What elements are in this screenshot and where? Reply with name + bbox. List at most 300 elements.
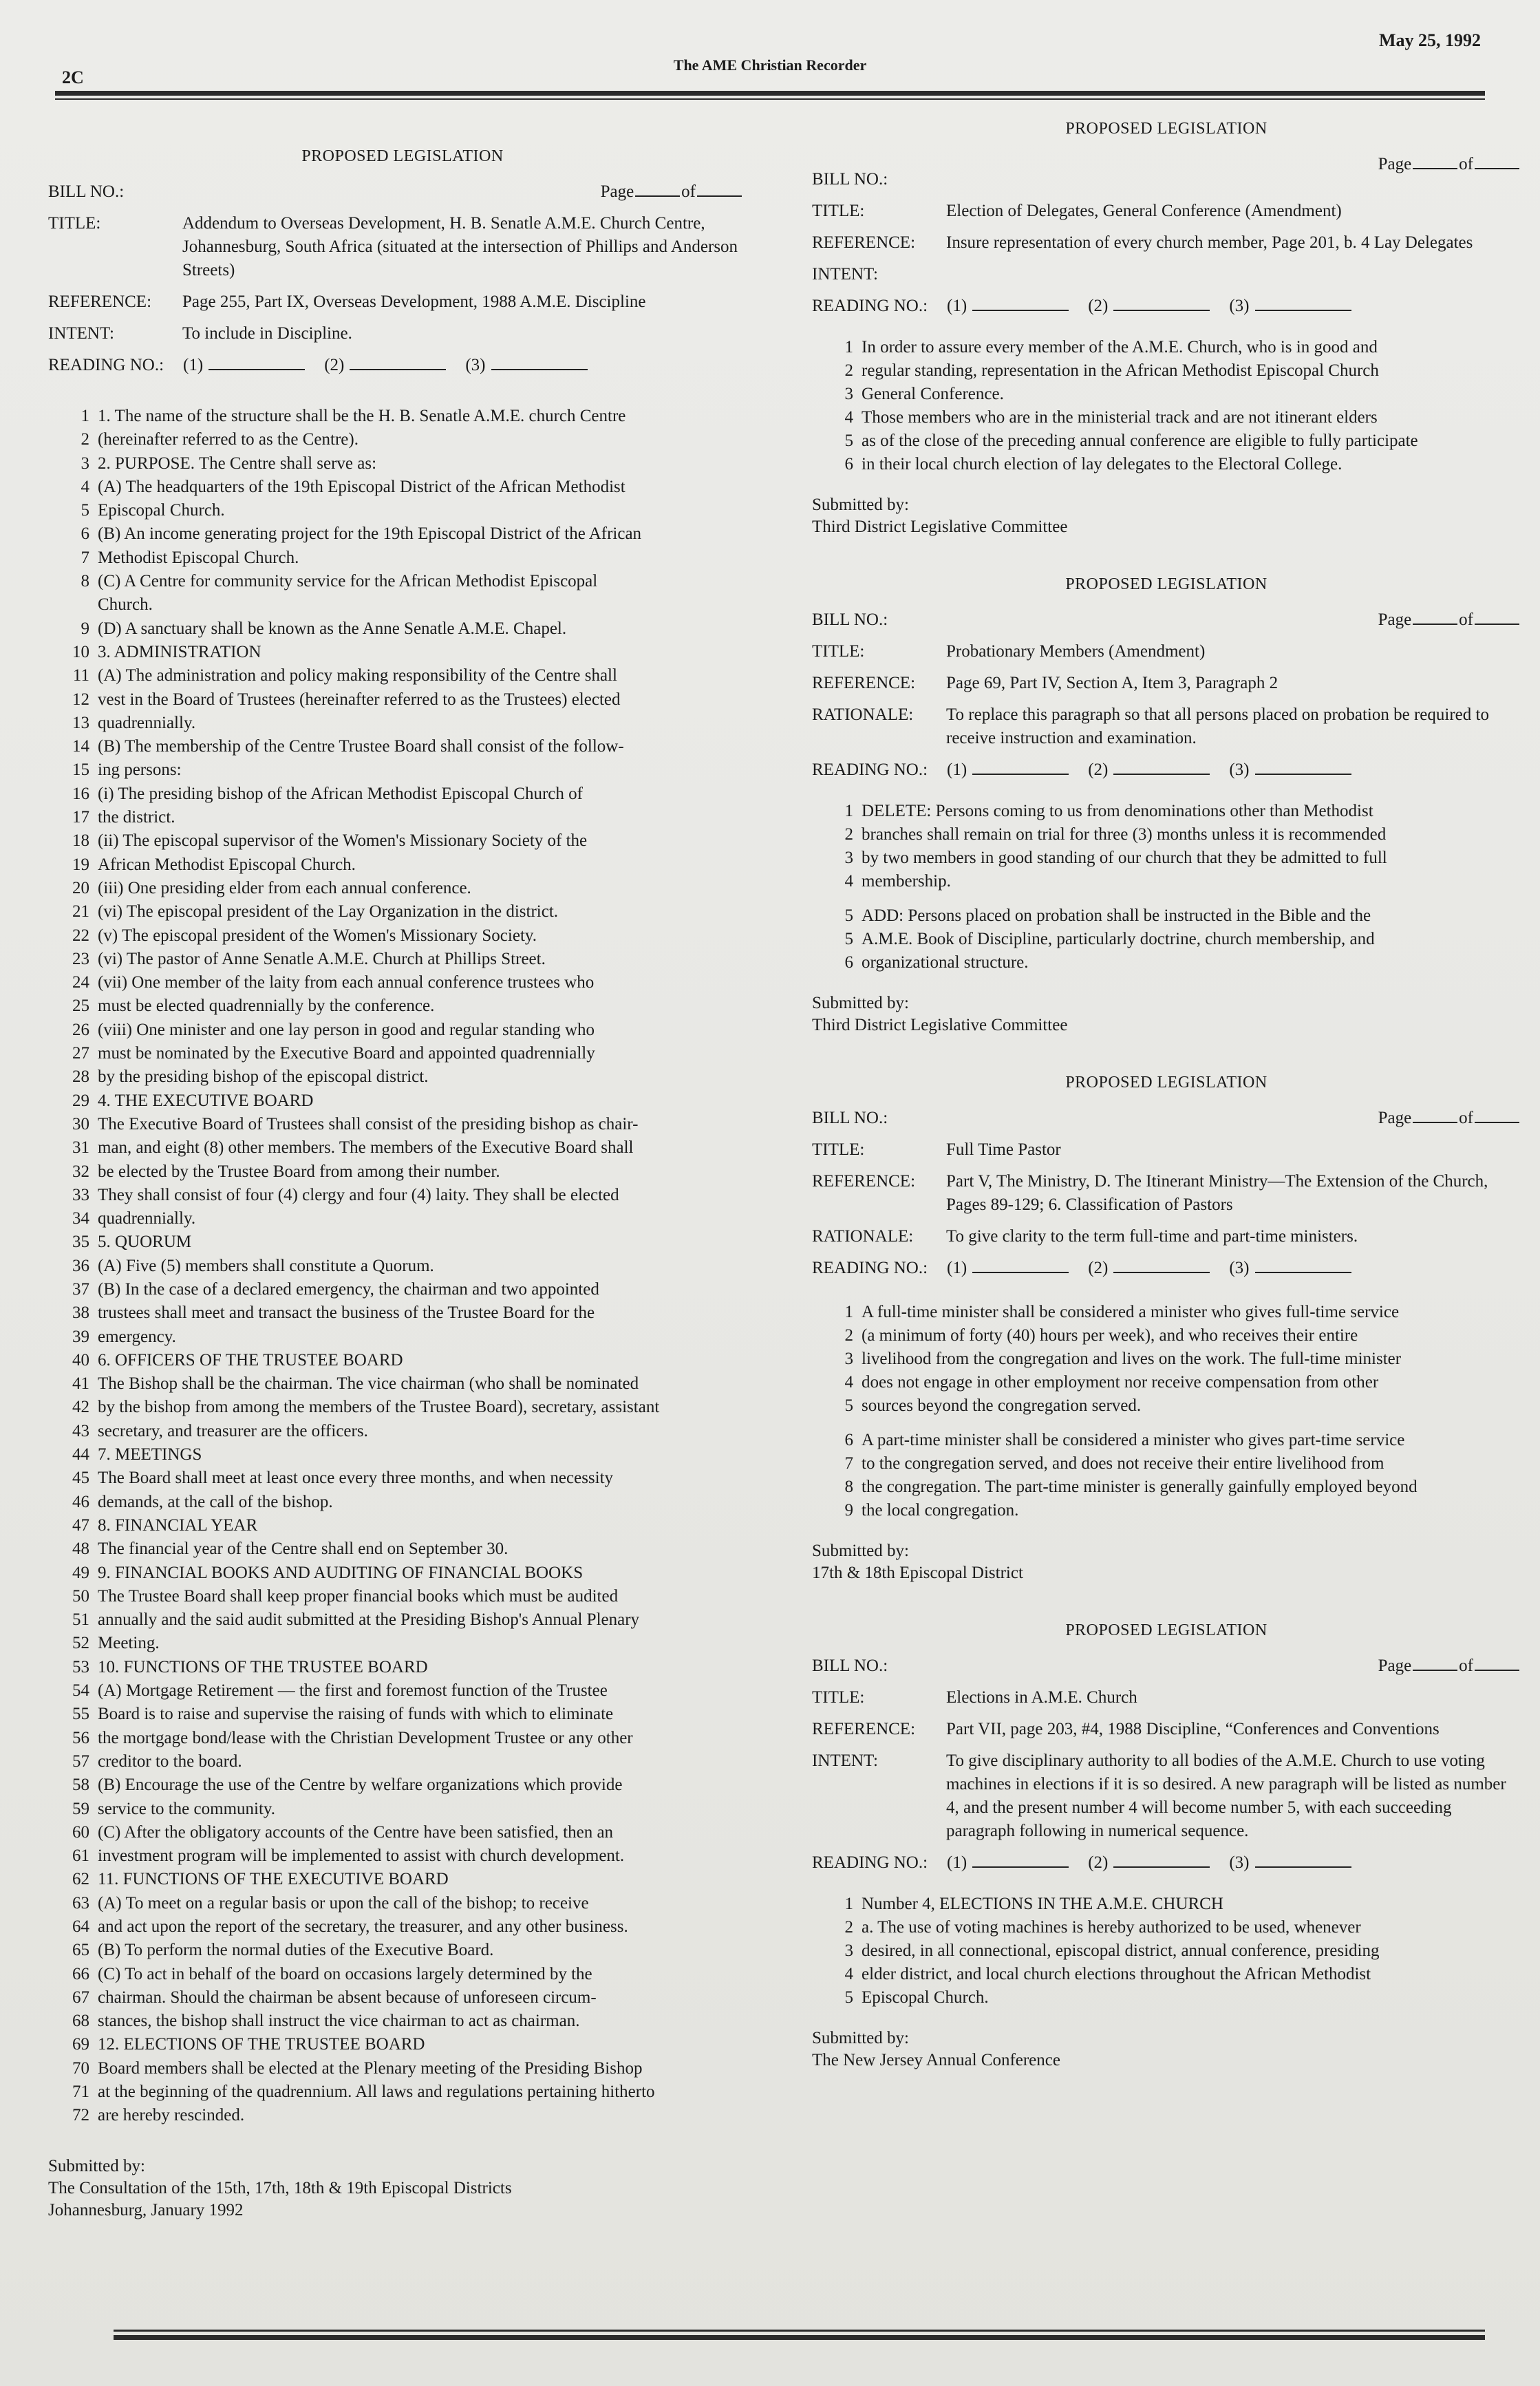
intent-value	[946, 263, 1521, 286]
line-text: A part-time minister shall be considered a minister who gives part-time service	[862, 1431, 1405, 1449]
submitter-1: The New Jersey Annual Conference	[812, 2051, 1060, 2069]
text-line	[48, 1562, 757, 1585]
reading-label: READING NO.:	[812, 1259, 928, 1277]
line-text: the district.	[98, 808, 175, 827]
line-number: 4	[844, 408, 853, 427]
masthead	[55, 28, 1485, 110]
line-number: 9	[81, 619, 89, 638]
line-text: (a minimum of forty (40) hours per week), and who receives their entire	[862, 1326, 1358, 1345]
text-line	[812, 1916, 1521, 1939]
line-text: by the presiding bishop of the episcopal district.	[98, 1067, 429, 1087]
line-text: as of the close of the preceding annual conference are eligible to fully participate	[862, 432, 1418, 450]
reading-row	[812, 1851, 1521, 1875]
text-line	[48, 712, 757, 735]
line-text: Board is to raise and supervise the raising of funds with which to eliminate	[98, 1705, 614, 1724]
line-text: and act upon the report of the secretary, the treasurer, and any other business.	[98, 1917, 628, 1936]
title-label: TITLE:	[48, 214, 101, 233]
line-text: 4. THE EXECUTIVE BOARD	[98, 1091, 314, 1110]
line-number: 12	[72, 690, 89, 709]
text-line	[812, 406, 1521, 429]
reference-field	[812, 672, 1521, 695]
text-line	[48, 1821, 757, 1844]
text-line	[48, 1443, 757, 1467]
line-text: Episcopal Church.	[862, 1988, 989, 2007]
line-text: (vi) The episcopal president of the Lay Organization in the district.	[98, 902, 559, 922]
line-text: Those members who are in the ministerial track and are not itinerant elders	[862, 408, 1378, 427]
text-line	[48, 1042, 757, 1065]
line-number: 3	[81, 454, 89, 473]
bill-election-of-delegates	[812, 117, 1521, 538]
text-line	[812, 1371, 1521, 1394]
reading-1: (1)	[183, 354, 305, 377]
line-number: 27	[72, 1044, 89, 1063]
line-number: 4	[844, 1965, 853, 1983]
line-number: 69	[72, 2035, 89, 2054]
line-text: African Methodist Episcopal Church.	[98, 855, 356, 874]
line-text: 10. FUNCTIONS OF THE TRUSTEE BOARD	[98, 1657, 428, 1676]
line-number: 21	[72, 902, 89, 922]
text-line	[48, 2080, 757, 2104]
text-line	[48, 1278, 757, 1301]
text-line	[48, 1325, 757, 1349]
line-text: annually and the said audit submitted at the Presiding Bishop's Annual Plenary	[98, 1610, 640, 1630]
line-text: 7. MEETINGS	[98, 1445, 202, 1464]
text-line	[48, 452, 757, 476]
line-number: 46	[72, 1492, 89, 1511]
numbered-lines	[812, 1301, 1521, 1522]
text-line	[48, 948, 757, 971]
line-text: (hereinafter referred to as the Centre).	[98, 430, 359, 449]
text-line	[812, 1301, 1521, 1324]
text-line	[812, 823, 1521, 846]
line-number: 5	[844, 930, 853, 948]
submitter-1: Third District Legislative Committee	[812, 518, 1068, 536]
line-number: 28	[72, 1067, 89, 1087]
numbered-lines	[812, 1893, 1521, 2010]
line-text: must be nominated by the Executive Board and appointed quadrennially	[98, 1044, 595, 1063]
text-line	[812, 928, 1521, 951]
text-line	[48, 1255, 757, 1278]
line-number: 66	[72, 1964, 89, 1983]
line-number: 17	[72, 808, 89, 827]
text-line	[48, 1420, 757, 1443]
line-number: 40	[72, 1350, 89, 1370]
line-number: 18	[72, 831, 89, 851]
line-number: 5	[81, 501, 89, 520]
text-line	[48, 1679, 757, 1703]
line-text: (B) Encourage the use of the Centre by welfare organizations which provide	[98, 1776, 623, 1795]
line-number: 43	[72, 1421, 89, 1440]
line-number: 1	[844, 802, 853, 820]
reading-row	[48, 354, 757, 377]
publication-title: The AME Christian Recorder	[673, 56, 867, 74]
line-text: does not engage in other employment nor receive compensation from other	[862, 1373, 1379, 1392]
line-text: regular standing, representation in the African Methodist Episcopal Church	[862, 361, 1379, 380]
line-text: (A) To meet on a regular basis or upon the call of the bishop; to receive	[98, 1893, 589, 1913]
line-number: 63	[72, 1893, 89, 1913]
line-text: 11. FUNCTIONS OF THE EXECUTIVE BOARD	[98, 1870, 449, 1889]
line-text: branches shall remain on trial for three (3) months unless it is recommended	[862, 825, 1387, 844]
reference-label: REFERENCE:	[48, 292, 152, 311]
text-line	[812, 951, 1521, 974]
submitter-1: Third District Legislative Committee	[812, 1016, 1068, 1034]
line-text: a. The use of voting machines is hereby authorized to be used, whenever	[862, 1918, 1361, 1937]
reading-label: READING NO.:	[48, 356, 164, 374]
title-label: TITLE:	[812, 202, 865, 220]
line-text: the mortgage bond/lease with the Christian Development Trustee or any other	[98, 1728, 633, 1747]
line-number: 2	[844, 361, 853, 380]
line-text: A full-time minister shall be considered a minister who gives full-time service	[862, 1303, 1400, 1321]
line-text: (vii) One member of the laity from each annual conference trustees who	[98, 973, 595, 992]
page-of: Page of	[1378, 153, 1521, 191]
line-number: 44	[72, 1445, 89, 1464]
line-number: 10	[72, 642, 89, 661]
line-text: in their local church election of lay delegates to the Electoral College.	[862, 455, 1343, 473]
reading-1: (1)	[947, 295, 1069, 318]
section-heading: PROPOSED LEGISLATION	[301, 147, 504, 165]
reference-label: REFERENCE:	[812, 1720, 916, 1738]
line-text: The Trustee Board shall keep proper financial books which must be audited	[98, 1586, 619, 1606]
page-of: Page of	[1378, 608, 1521, 632]
line-number: 37	[72, 1279, 89, 1299]
line-text: creditor to the board.	[98, 1751, 242, 1771]
line-number: 59	[72, 1799, 89, 1818]
line-text: (D) A sanctuary shall be known as the Anne Senatle A.M.E. Chapel.	[98, 619, 567, 638]
line-number: 6	[844, 953, 853, 972]
line-text: ADD: Persons placed on probation shall be instructed in the Bible and the	[862, 906, 1371, 925]
line-text: DELETE: Persons coming to us from denominations other than Methodist	[862, 802, 1373, 820]
line-number: 2	[844, 1326, 853, 1345]
masthead-rule-thin	[55, 98, 1485, 100]
title-label: TITLE:	[812, 1140, 865, 1159]
reading-3: (3)	[1229, 1257, 1351, 1280]
line-number: 3	[844, 385, 853, 403]
submitted-label: Submitted by:	[812, 2029, 909, 2047]
text-line	[812, 359, 1521, 383]
text-line	[48, 1160, 757, 1184]
text-line	[812, 1986, 1521, 2010]
text-line	[48, 1231, 757, 1254]
text-line	[48, 1184, 757, 1207]
text-line	[812, 1429, 1521, 1452]
text-line	[48, 994, 757, 1018]
text-line	[48, 1656, 757, 1679]
line-number: 60	[72, 1822, 89, 1842]
text-line	[48, 1491, 757, 1514]
text-line	[48, 1773, 757, 1797]
line-number: 58	[72, 1776, 89, 1795]
line-number: 32	[72, 1162, 89, 1181]
text-line	[48, 688, 757, 712]
line-number	[48, 593, 98, 617]
reading-3: (3)	[1229, 295, 1351, 318]
submitter-2: Johannesburg, January 1992	[48, 2200, 244, 2219]
line-number: 2	[844, 825, 853, 844]
text-line	[48, 499, 757, 522]
reading-2: (2)	[324, 354, 446, 377]
line-text: elder district, and local church elections throughout the African Methodist	[862, 1965, 1371, 1983]
text-line	[48, 758, 757, 782]
line-text: be elected by the Trustee Board from among their number.	[98, 1162, 500, 1181]
line-text: are hereby rescinded.	[98, 2106, 245, 2125]
text-line	[812, 800, 1521, 823]
line-number: 71	[72, 2083, 89, 2102]
section-heading: PROPOSED LEGISLATION	[1065, 575, 1268, 593]
line-text: chairman. Should the chairman be absent because of unforeseen circum-	[98, 1988, 597, 2007]
submitted-block	[812, 2027, 1521, 2071]
reading-row	[812, 295, 1521, 318]
section-heading: PROPOSED LEGISLATION	[1065, 1621, 1268, 1639]
title-value: Probationary Members (Amendment)	[946, 642, 1206, 661]
line-number: 55	[72, 1705, 89, 1724]
bill-full-time-pastor	[812, 1071, 1521, 1584]
line-number: 49	[72, 1563, 89, 1582]
line-number: 52	[72, 1634, 89, 1653]
masthead-rule	[55, 91, 1485, 96]
title-field	[812, 1138, 1521, 1162]
reading-3: (3)	[1229, 758, 1351, 782]
text-line	[48, 924, 757, 948]
line-text: quadrennially.	[98, 713, 196, 732]
text-line	[48, 1844, 757, 1868]
line-number: 61	[72, 1846, 89, 1866]
line-number: 3	[844, 849, 853, 867]
line-text: (A) The administration and policy making responsibility of the Centre shall	[98, 666, 617, 685]
line-number: 34	[72, 1209, 89, 1228]
line-number: 15	[72, 760, 89, 780]
text-line	[48, 782, 757, 806]
reading-label: READING NO.:	[812, 297, 928, 315]
line-text: the local congregation.	[862, 1501, 1019, 1520]
reading-1: (1)	[947, 1851, 1069, 1875]
line-number: 31	[72, 1138, 89, 1158]
text-line	[48, 522, 757, 546]
line-number: 26	[72, 1020, 89, 1039]
bill-overseas-development	[48, 145, 757, 2222]
reference-field	[812, 231, 1521, 255]
reading-label: READING NO.:	[812, 760, 928, 779]
line-number: 45	[72, 1469, 89, 1488]
line-number: 29	[72, 1091, 89, 1110]
left-column	[48, 138, 757, 2246]
bill-no-label: BILL NO.:	[48, 182, 125, 201]
line-number: 33	[72, 1185, 89, 1204]
line-number: 36	[72, 1256, 89, 1275]
line-text: (vi) The pastor of Anne Senatle A.M.E. Church at Phillips Street.	[98, 949, 546, 968]
line-text: (B) The membership of the Centre Trustee Board shall consist of the follow-	[98, 737, 624, 756]
line-text: Meeting.	[98, 1634, 160, 1653]
line-number: 9	[844, 1501, 853, 1520]
reading-2: (2)	[1088, 1851, 1210, 1875]
line-text: (B) In the case of a declared emergency, the chairman and two appointed	[98, 1279, 599, 1299]
text-line	[48, 1585, 757, 1608]
text-line	[812, 1324, 1521, 1348]
text-line	[48, 1703, 757, 1726]
line-number: 62	[72, 1870, 89, 1889]
line-text: The financial year of the Centre shall end on September 30.	[98, 1540, 509, 1559]
line-text: man, and eight (8) other members. The members of the Executive Board shall	[98, 1138, 634, 1158]
text-line	[48, 853, 757, 877]
line-text: membership.	[862, 872, 951, 891]
text-line	[812, 1394, 1521, 1418]
text-line	[48, 2010, 757, 2033]
text-line	[48, 1514, 757, 1537]
submitted-label: Submitted by:	[812, 496, 909, 514]
line-text: (C) A Centre for community service for the African Methodist Episcopal	[98, 572, 598, 591]
intent-field	[48, 322, 757, 345]
text-line	[48, 1727, 757, 1750]
title-value: Addendum to Overseas Development, H. B. Senatle A.M.E. Church Centre, Johannesburg, South Africa (situated at the intersection of Phillips and Anderson Streets)	[182, 214, 738, 279]
line-text: 6. OFFICERS OF THE TRUSTEE BOARD	[98, 1350, 403, 1370]
line-number: 64	[72, 1917, 89, 1936]
line-number: 5	[844, 1396, 853, 1415]
text-line	[48, 1396, 757, 1419]
line-text: 2. PURPOSE. The Centre shall serve as:	[98, 454, 377, 473]
line-number: 1	[844, 1303, 853, 1321]
reference-field	[812, 1170, 1521, 1217]
line-text: emergency.	[98, 1327, 176, 1346]
reading-label: READING NO.:	[812, 1853, 928, 1872]
bill-number-row	[812, 1107, 1521, 1130]
line-text: by two members in good standing of our church that they be admitted to full	[862, 849, 1387, 867]
submitter-1: The Consultation of the 15th, 17th, 18th & 19th Episcopal Districts	[48, 2178, 512, 2197]
line-number: 68	[72, 2012, 89, 2031]
text-line	[48, 971, 757, 994]
text-line	[812, 1499, 1521, 1522]
line-text: demands, at the call of the bishop.	[98, 1492, 333, 1511]
submitted-block	[812, 992, 1521, 1036]
line-text: 9. FINANCIAL BOOKS AND AUDITING OF FINANCIAL BOOKS	[98, 1563, 584, 1582]
bill-probationary-members	[812, 573, 1521, 1036]
text-line	[48, 664, 757, 688]
submitted-block	[48, 2155, 757, 2222]
text-line	[48, 1986, 757, 2010]
text-line	[48, 2104, 757, 2127]
numbered-lines	[812, 800, 1521, 974]
line-text: (C) To act in behalf of the board on occasions largely determined by the	[98, 1964, 592, 1983]
text-line	[812, 1963, 1521, 1986]
line-text: livelihood from the congregation and lives on the work. The full-time minister	[862, 1350, 1402, 1368]
intent-field	[812, 263, 1521, 286]
text-line	[48, 806, 757, 829]
rationale-value: To replace this paragraph so that all persons placed on probation be required to receive instruction and examination.	[946, 705, 1489, 747]
line-number: 3	[844, 1941, 853, 1960]
text-line	[812, 1893, 1521, 1916]
footer-rule	[114, 2330, 1485, 2340]
line-number: 11	[72, 666, 89, 685]
line-number: 65	[72, 1941, 89, 1960]
text-line	[48, 593, 757, 617]
line-number: 56	[72, 1728, 89, 1747]
line-number: 13	[72, 713, 89, 732]
page-of: Page of	[1378, 1654, 1521, 1678]
line-text: 8. FINANCIAL YEAR	[98, 1515, 258, 1535]
text-line	[812, 1939, 1521, 1963]
title-field	[812, 200, 1521, 223]
text-line	[48, 405, 757, 428]
text-line	[812, 429, 1521, 453]
line-number: 22	[72, 926, 89, 945]
text-line	[48, 1868, 757, 1891]
rationale-field	[812, 1225, 1521, 1248]
bill-number-row	[812, 1654, 1521, 1678]
text-line	[48, 1113, 757, 1136]
title-label: TITLE:	[812, 1688, 865, 1707]
reading-1: (1)	[947, 758, 1069, 782]
submitted-block	[812, 494, 1521, 538]
line-text: to the congregation served, and does not receive their entire livelihood from	[862, 1454, 1384, 1473]
text-line	[812, 1476, 1521, 1499]
reference-value: Page 255, Part IX, Overseas Development, 1988 A.M.E. Discipline	[182, 292, 646, 311]
line-text: General Conference.	[862, 385, 1004, 403]
title-field	[812, 640, 1521, 663]
text-line	[48, 1798, 757, 1821]
reference-value: Insure representation of every church member, Page 201, b. 4 Lay Delegates	[946, 233, 1473, 252]
line-text: (B) An income generating project for the 19th Episcopal District of the African	[98, 524, 642, 544]
bill-no-label: BILL NO.:	[812, 170, 888, 189]
numbered-lines	[812, 336, 1521, 476]
text-line	[48, 1136, 757, 1160]
title-field	[48, 212, 757, 282]
line-number: 2	[81, 430, 89, 449]
line-number: 8	[81, 572, 89, 591]
submitted-label: Submitted by:	[812, 994, 909, 1012]
text-line	[48, 2057, 757, 2080]
reading-2: (2)	[1088, 758, 1210, 782]
line-number: 4	[81, 477, 89, 496]
rationale-field	[812, 703, 1521, 750]
text-line	[48, 1608, 757, 1632]
reference-label: REFERENCE:	[812, 233, 916, 252]
text-line	[812, 383, 1521, 406]
intent-label: INTENT:	[812, 265, 878, 284]
line-text: trustees shall meet and transact the business of the Trustee Board for the	[98, 1303, 595, 1323]
text-line	[812, 453, 1521, 476]
line-number: 1	[844, 1895, 853, 1913]
text-line	[48, 2033, 757, 2056]
line-number: 25	[72, 997, 89, 1016]
title-label: TITLE:	[812, 642, 865, 661]
text-line	[48, 900, 757, 924]
line-number: 5	[844, 906, 853, 925]
line-text: (viii) One minister and one lay person in good and regular standing who	[98, 1020, 595, 1039]
text-line	[48, 570, 757, 593]
reading-2: (2)	[1088, 1257, 1210, 1280]
text-line	[48, 546, 757, 570]
line-text: (ii) The episcopal supervisor of the Women's Missionary Society of the	[98, 831, 588, 851]
text-line	[48, 1065, 757, 1089]
reference-label: REFERENCE:	[812, 1172, 916, 1191]
reference-value: Part V, The Ministry, D. The Itinerant Ministry—The Extension of the Church, Pages 89-129; 6. Classification of Pastors	[946, 1172, 1488, 1214]
line-number: 5	[844, 1988, 853, 2007]
line-number: 47	[72, 1515, 89, 1535]
submitted-label: Submitted by:	[812, 1542, 909, 1560]
issue-date: May 25, 1992	[1378, 30, 1481, 50]
text-line	[812, 904, 1521, 928]
reading-row	[812, 1257, 1521, 1280]
line-number: 24	[72, 973, 89, 992]
reference-field	[812, 1718, 1521, 1741]
text-line	[48, 735, 757, 758]
bill-no-label: BILL NO.:	[812, 1657, 888, 1675]
line-text: (v) The episcopal president of the Women's Missionary Society.	[98, 926, 537, 945]
line-text: sources beyond the congregation served.	[862, 1396, 1142, 1415]
line-number: 2	[844, 1918, 853, 1937]
line-text: (A) The headquarters of the 19th Episcopal District of the African Methodist	[98, 477, 625, 496]
line-number: 42	[72, 1398, 89, 1417]
page-label: Page	[600, 182, 634, 201]
text-line	[48, 617, 757, 641]
